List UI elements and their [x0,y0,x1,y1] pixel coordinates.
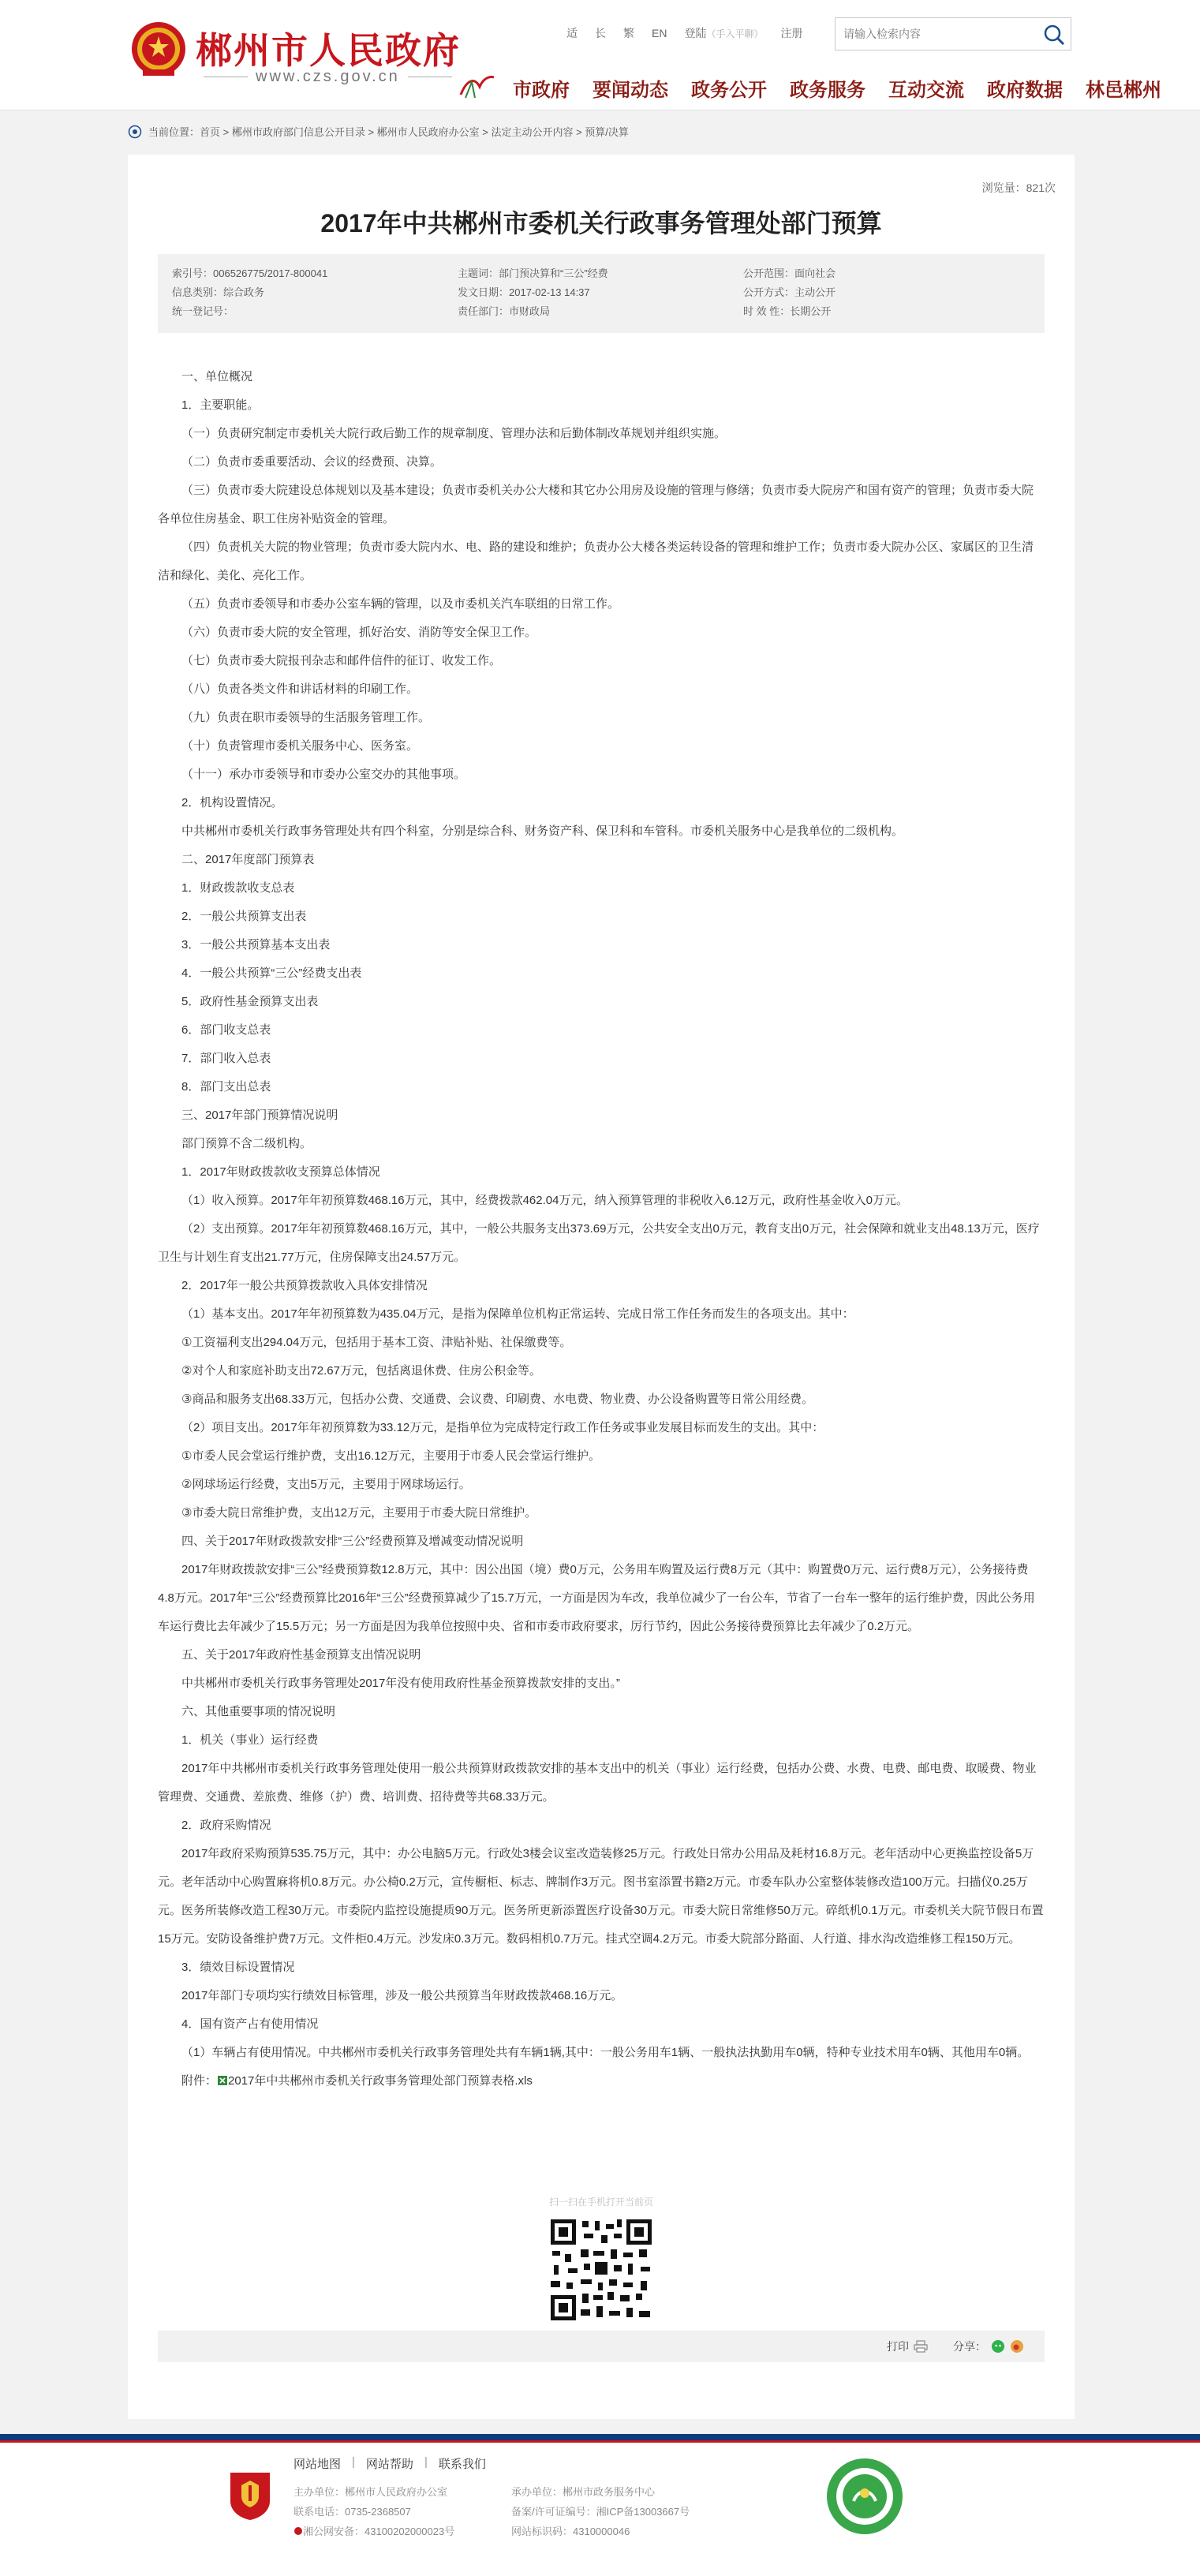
footer-link-sitemap[interactable]: 网站地图 [293,2458,342,2471]
paragraph: 4．国有资产占有使用情况 [181,2017,319,2031]
qr-code-icon [548,2216,655,2324]
location-icon [128,125,142,139]
search-icon[interactable] [1042,23,1066,47]
footer-host: 主办单位：郴州市人民政府办公室 [293,2486,448,2498]
meta-scope: 公开范围：面向社会 [743,267,836,279]
paragraph: ③市委大院日常维护费，支出12万元，主要用于市委大院日常维护。 [181,1506,537,1520]
paragraph: 3．绩效目标设置情况 [181,1961,295,1974]
paragraph: 二、2017年度部门预算表 [181,853,315,866]
qr-caption: 扫一扫在手机打开当前页 [548,2197,653,2208]
attachment-row [158,2067,1045,2096]
meta-date: 发文日期：2017-02-13 14:37 [458,286,590,298]
share-label: 分享： [953,2340,986,2353]
paragraph: （六）负责市委大院的安全管理，抓好治安、消防等安全保卫工作。 [181,626,537,639]
paragraph: 四、关于2017年财政拨款安排“三公”经费预算及增减变动情况说明 [181,1535,524,1548]
site-title[interactable]: 郴州市人民政府 [196,30,461,71]
paragraph: 2．一般公共预算支出表 [181,910,307,923]
share-group [953,2339,1024,2354]
footer-separator: | [352,2455,355,2469]
login-label: 登陆 [684,27,707,39]
paragraph: 6．部门收支总表 [181,1023,271,1037]
qr-area [128,2195,1075,2324]
paragraph: 2017年政府采购预算535.75万元，其中：办公电脑5万元。行政处3楼会议室改造装修25万元。行政处日常办公用品及耗材16.8万元。老年活动中心更换监控设备5万元。老年活动中心购置麻将机0.8万元。办公椅0.2万元，宣传橱柜、标志、牌制作3万元。图书室添置书籍2万元。市委车队办公室整体装修改造100万元。扫描仪0.25万元。医务所装修改造工程30万元。市委院内监控设施提质90万元。医务所更新添置医疗设备30万元。市委大院日常维修50万元。碎纸机0.1万元。市委机关大院节假日布置15万元。安防设备维护费7万元。文件柜0.4万元。沙发床0.3万元。数码相机0.7万元。挂式空调4.2万元。市委大院部分路面、人行道、排水沟改造维修工程150万元。 [158,1847,1044,1946]
print-button[interactable] [887,2339,928,2354]
paragraph: 2．政府采购情况 [181,1819,271,1832]
paragraph: 2017年中共郴州市委机关行政事务管理处使用一般公共预算财政拨款安排的基本支出中的机关（事业）运行经费，包括办公费、水费、电费、邮电费、取暖费、物业管理费、交通费、差旅费、维修（护）费、培训费、招待费等共68.33万元。 [158,1762,1037,1804]
paragraph: （四）负责机关大院的物业管理；负责市委大院内水、电、路的建设和维护；负责办公大楼各类运转设备的管理和维护工作；负责市委大院办公区、家属区的卫生清洁和绿化、美化、亮化工作。 [158,540,1034,582]
meta-code: 统一登记号： [172,305,234,317]
print-label: 打印 [887,2340,909,2353]
paragraph: 一、单位概况 [181,370,253,383]
footer-police-text: 湘公网安备：43100202000023号 [303,2526,455,2537]
meta-category: 信息类别：综合政务 [172,286,265,298]
wechat-icon[interactable] [991,2339,1005,2354]
english-link[interactable]: EN [652,27,667,39]
paragraph: （2）支出预算。2017年年初预算数468.16万元，其中，一般公共服务支出373.69万元，公共安全支出0万元，教育支出0万元，社会保障和就业支出48.13万元，医疗卫生与计划生育支出21.77万元，住房保障支出24.57万元。 [158,1222,1040,1264]
breadcrumb-label: 当前位置： [148,126,200,138]
site-header [0,0,1200,110]
paragraph: 1．机关（事业）运行经费 [181,1733,319,1747]
footer-info-right [511,2482,690,2541]
search-input[interactable] [836,18,1025,50]
paragraph: 部门预算不含二级机构。 [181,1137,312,1150]
weibo-icon[interactable] [1010,2339,1024,2354]
footer-site-code: 网站标识码：4310000046 [511,2526,630,2537]
footer-icp[interactable]: 备案/许可证编号：湘ICP备13003667号 [511,2506,690,2518]
party-emblem-icon[interactable] [227,2469,273,2522]
breadcrumb-path[interactable]: 首页 > 郴州市政府部门信息公开目录 > 郴州市人民政府办公室 > 法定主动公开内容 > 预算/决算 [200,126,629,138]
paragraph: 5．政府性基金预算支出表 [181,995,319,1008]
search-box [835,17,1071,50]
main-nav [513,74,1184,102]
attachment-label: 附件： [181,2074,218,2088]
footer-links [293,2455,497,2472]
paragraph: 4．一般公共预算“三公”经费支出表 [181,966,362,980]
attachment-link[interactable]: 2017年中共郴州市委机关行政事务管理处部门预算表格.xls [228,2074,533,2088]
nav-item-government[interactable]: 市政府 [513,80,570,101]
paragraph: （五）负责市委领导和市委办公室车辆的管理，以及市委机关汽车联组的日常工作。 [181,597,620,611]
paragraph: （1）收入预算。2017年年初预算数468.16万元，其中，经费拨款462.04万元，纳入预算管理的非税收入6.12万元，政府性基金收入0万元。 [181,1194,909,1207]
meta-method: 公开方式：主动公开 [743,286,836,298]
paragraph: 三、2017年部门预算情况说明 [181,1109,338,1122]
paragraph: （1）基本支出。2017年年初预算数为435.04万元，是指为保障单位机构正常运转、完成日常工作任务而发生的各项支出。其中： [181,1307,854,1321]
paragraph: 8．部门支出总表 [181,1080,271,1094]
site-footer [0,2443,1200,2576]
elder-mode-link[interactable]: 长 [595,27,606,39]
government-website-badge-icon[interactable] [825,2457,904,2536]
paragraph: （三）负责市委大院建设总体规划以及基本建设；负责市委机关办公大楼和其它办公用房及设施的管理与修缮；负责市委大院房产和国有资产的管理；负责市委大院各单位住房基金、职工住房补贴资金的管理。 [158,484,1034,525]
footer-info-left [293,2482,454,2541]
register-link[interactable]: 注册 [780,27,803,39]
meta-dept: 责任部门：市财政局 [458,305,551,317]
nav-item-interaction[interactable]: 互动交流 [888,80,964,101]
paragraph: 3．一般公共预算基本支出表 [181,938,331,952]
footer-band [0,2434,1200,2440]
paragraph: （八）负责各类文件和讲话材料的印刷工作。 [181,682,419,696]
paragraph: 1．2017年财政拨款收支预算总体情况 [181,1165,380,1179]
view-count: 浏览量：821次 [981,181,1056,194]
footer-link-contact[interactable]: 联系我们 [438,2458,486,2471]
paragraph: 中共郴州市委机关行政事务管理处2017年没有使用政府性基金预算拨款安排的支出。” [181,1677,620,1690]
paragraph: ②网球场运行经费，支出5万元，主要用于网球场运行。 [181,1478,471,1491]
nav-item-services[interactable]: 政务服务 [790,80,865,101]
nav-decoration-icon [458,71,495,99]
paragraph: ②对个人和家庭补助支出72.67万元，包括离退休费、住房公积金等。 [181,1364,541,1378]
excel-file-icon [217,2075,228,2086]
paragraph: ③商品和服务支出68.33万元，包括办公费、交通费、会议费、印刷费、水电费、物业费、办公设备购置等日常公用经费。 [181,1393,813,1406]
paragraph: （十）负责管理市委机关服务中心、医务室。 [181,739,419,753]
footer-separator: | [424,2455,428,2469]
paragraph: ①工资福利支出294.04万元，包括用于基本工资、津贴补贴、社保缴费等。 [181,1336,572,1349]
footer-police-record[interactable] [293,2522,454,2541]
login-link[interactable] [684,25,763,41]
paragraph: 2．机构设置情况。 [181,796,283,809]
top-links [566,25,820,41]
nav-item-open-affairs[interactable]: 政务公开 [691,80,767,101]
paragraph: 2．2017年一般公共预算拨款收入具体安排情况 [181,1279,428,1292]
accessibility-link[interactable]: 适 [566,27,578,39]
paragraph: （九）负责在职市委领导的生活服务管理工作。 [181,711,431,724]
paragraph: ①市委人民会堂运行维护费，支出16.12万元，主要用于市委人民会堂运行维护。 [181,1449,600,1463]
paragraph: 五、关于2017年政府性基金预算支出情况说明 [181,1648,421,1662]
paragraph: 1．主要职能。 [181,398,260,412]
paragraph: （2）项目支出。2017年年初预算数为33.12万元，是指单位为完成特定行政工作任务或事业发展目标而发生的支出。其中： [181,1421,824,1434]
nav-item-data[interactable]: 政府数据 [987,80,1063,101]
printer-icon [914,2340,928,2353]
paragraph: 1．财政拨款收支总表 [181,881,295,895]
police-badge-icon [293,2526,303,2536]
national-emblem-icon[interactable] [130,19,187,80]
paragraph: （二）负责市委重要活动、会议的经费预、决算。 [181,455,443,469]
paragraph: （1）车辆占有使用情况。中共郴州市委机关行政事务管理处共有车辆1辆,其中：一般公务用车1辆、一般执法执勤用车0辆，特种专业技术用车0辆、其他用车0辆。 [181,2046,1030,2059]
document-meta [158,254,1045,333]
paragraph: （一）负责研究制定市委机关大院行政后勤工作的规章制度、管理办法和后勤体制改革规划并组织实施。 [181,427,727,440]
site-domain: www.czs.gov.cn [196,68,460,86]
paragraph: （七）负责市委大院报刊杂志和邮件信件的征订、收发工作。 [181,654,502,667]
paragraph: 六、其他重要事项的情况说明 [181,1705,336,1718]
meta-validity: 时 效 性：长期公开 [743,305,832,317]
meta-index-no: 索引号：006526775/2017-800041 [172,267,328,279]
page-title: 2017年中共郴州市委机关行政事务管理处部门预算 [320,209,882,237]
paragraph: 2017年财政拨款安排“三公”经费预算数12.8万元，其中：因公出国（境）费0万元，公务用车购置及运行费8万元（其中：购置费0万元、运行费8万元），公务接待费4.8万元。2017年“三公”经费预算比2016年“三公”经费预算减少了15.7万元，一方面是因为车改，我单位减少了一台公车，节省了一台车一整年的运行维护费，因此公务用车运行费比去年减少了15.5万元；另一方面是因为我单位按照中央、省和市委市政府要求，厉行节约，因此公务接待费预算比去年减少了0.2万元。 [158,1563,1035,1633]
nav-item-linyi-chenzhou[interactable]: 林邑郴州 [1086,80,1161,101]
article-card [128,155,1075,2419]
traditional-chinese-link[interactable]: 繁 [623,27,634,39]
nav-item-news[interactable]: 要闻动态 [593,80,668,101]
paragraph: 2017年部门专项均实行绩效目标管理，涉及一般公共预算当年财政拨款468.16万元。 [181,1989,623,2002]
share-bar [158,2331,1045,2362]
paragraph: 7．部门收入总表 [181,1052,271,1065]
footer-phone: 联系电话：0735-2368507 [293,2506,411,2518]
footer-undertaker: 承办单位：郴州市政务服务中心 [511,2486,656,2498]
breadcrumb [128,124,629,139]
login-hint: （手入平聊） [706,28,764,39]
footer-link-help[interactable]: 网站帮助 [365,2458,413,2471]
paragraph: （十一）承办市委领导和市委办公室交办的其他事项。 [181,768,466,781]
meta-subject: 主题词：部门预决算和“三公”经费 [458,267,608,279]
paragraph: 中共郴州市委机关行政事务管理处共有四个科室，分别是综合科、财务资产科、保卫科和车管科。市委机关服务中心是我单位的二级机构。 [181,824,904,838]
article-body [158,363,1045,2096]
